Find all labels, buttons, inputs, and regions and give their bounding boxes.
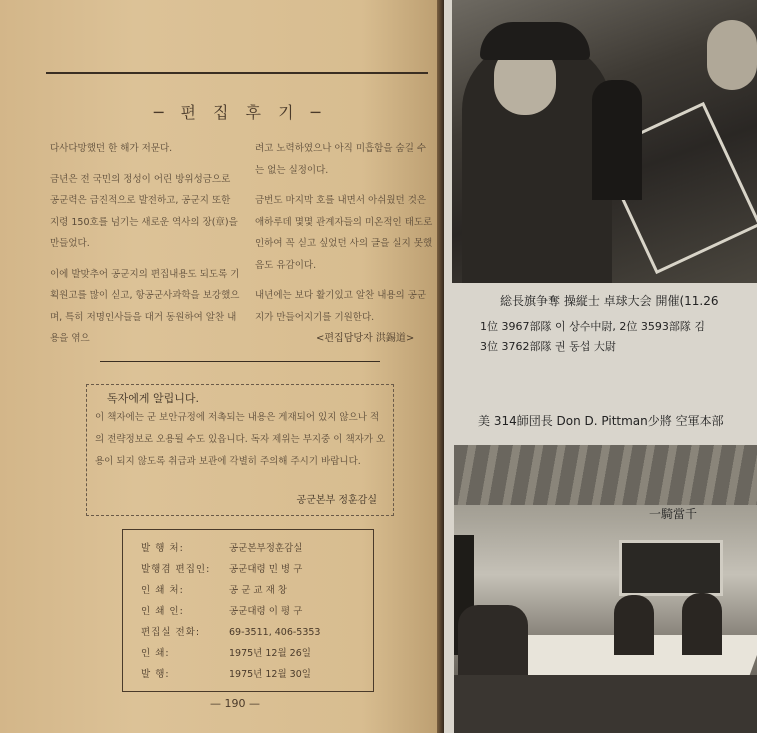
pub-label: 발행겸 편집인:	[141, 564, 211, 575]
paragraph: 금번도 마지막 호를 내면서 아쉬웠던 것은 애하루데 몇몇 관계자들의 미온적인 태도로 인하여 꼭 싣고 싶었던 사의 글을 실지 못했음도 유감이다.	[255, 195, 433, 271]
pub-label: 발 행 처:	[141, 543, 184, 554]
photo-caption-title: 総長旗争奪 操縦士 卓球大会 開催(11.26	[500, 294, 719, 308]
photo-caption-line: 1位 3967部隊 이 상수中尉, 2位 3593部隊 김	[480, 320, 705, 333]
seated-officer	[614, 595, 654, 655]
floor	[454, 675, 757, 733]
pub-label: 발 행:	[141, 669, 170, 680]
reader-notice-box	[86, 384, 394, 516]
photo-caption-visit: 美 314師団長 Don D. Pittman少將 空軍本部	[478, 414, 724, 428]
pub-row	[141, 561, 302, 575]
pub-value: 공군본부정훈감실	[229, 543, 303, 554]
editorial-column-2	[255, 138, 435, 337]
paragraph: 려고 노력하였으나 아직 미흡함을 숨길 수는 없는 실정이다.	[255, 143, 427, 176]
editorial-column-1	[50, 138, 240, 359]
pub-value: 1975년 12월 26일	[229, 648, 311, 659]
pub-label: 인 쇄 인:	[141, 606, 184, 617]
pub-label: 인 쇄:	[141, 648, 170, 659]
notice-signature: 공군본부 정훈감실	[296, 495, 377, 506]
right-page	[444, 0, 757, 733]
pub-value: 1975년 12월 30일	[229, 669, 311, 680]
pub-row	[141, 666, 311, 680]
page-number: — 190 —	[210, 697, 260, 710]
wall-banner: 一騎當千	[649, 507, 698, 521]
pub-row	[141, 603, 302, 617]
pub-value: 공군대령 이 평 구	[229, 606, 303, 617]
pub-label: 편집실 전화:	[141, 627, 201, 638]
pub-value: 공군대령 민 병 구	[229, 564, 303, 575]
divider	[100, 361, 380, 362]
pub-label: 인 쇄 처:	[141, 585, 184, 596]
pub-row	[141, 624, 320, 638]
second-man-face	[707, 20, 757, 90]
paragraph: 내년에는 보다 활기있고 알찬 내용의 공군지가 만들어지기를 기원한다.	[255, 290, 427, 323]
window	[619, 540, 723, 596]
photo-caption-line: 3位 3762部隊 권 동섭 大尉	[480, 340, 616, 353]
notice-body: 이 책자에는 군 보안규정에 저촉되는 내용은 게재되어 있지 않으나 적의 전략정보로 오용될 수도 있읍니다. 독자 제위는 부지중 이 책자가 오용이 되지 않도록 취급과 보관에 각별히 주의해 주시기 바랍니다.	[95, 412, 386, 467]
pub-row	[141, 540, 302, 554]
officer-cap	[480, 22, 590, 60]
pub-row	[141, 582, 287, 596]
photo-table-tennis-award	[452, 0, 757, 283]
page-title: ─ 편 집 후 기 ─	[153, 103, 327, 122]
ceiling	[454, 445, 757, 505]
editor-signature: <편집담당자 洪錫道>	[316, 333, 415, 344]
seated-officer	[682, 593, 722, 655]
publication-info-box	[122, 529, 374, 692]
pub-value: 공 군 교 재 창	[229, 585, 287, 596]
background-figure	[592, 80, 642, 200]
paragraph: 금년은 전 국민의 정성이 어린 방위성금으로 공군력은 급진적으로 발전하고, 공군지 또한 지령 150호를 넘기는 새로운 역사의 장(章)을 만들었다.	[50, 173, 238, 249]
paragraph: 이에 발맞추어 공군지의 편집내용도 되도록 기획원고를 많이 싣고, 항공군사과학을 보강했으며, 특히 저명인사들을 대거 동원하여 알찬 내용을 엮으	[50, 268, 240, 344]
notice-title: 독자에게 알립니다.	[107, 392, 200, 405]
top-rule	[46, 72, 428, 74]
paragraph: 다사다망했던 한 해가 저문다.	[50, 143, 173, 154]
pub-value: 69-3511, 406-5353	[229, 627, 321, 638]
pub-row	[141, 645, 311, 659]
photo-conference-room	[454, 445, 757, 733]
